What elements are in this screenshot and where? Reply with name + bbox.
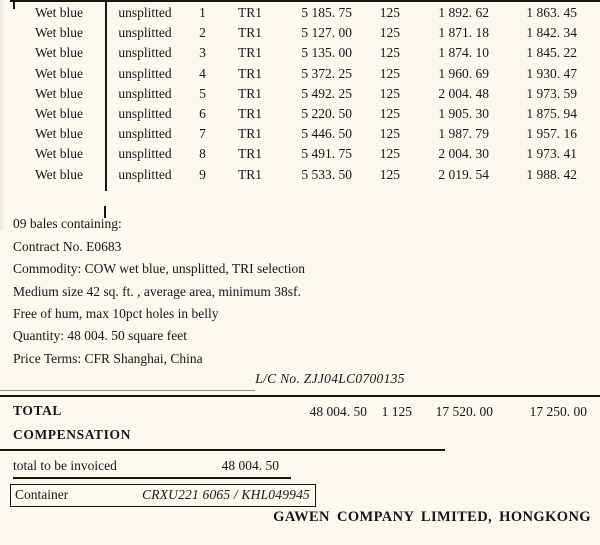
cell-product: Wet blue <box>34 126 84 142</box>
cell-product: Wet blue <box>34 5 84 20</box>
items-table <box>13 3 577 185</box>
compensation-label: COMPENSATION <box>13 427 131 442</box>
cell-selection: TR1 <box>237 146 262 162</box>
cell-bale-number: 9 <box>199 166 206 182</box>
cell-selection: TR1 <box>237 166 262 182</box>
cell-amount-net: 1 957. 16 <box>526 126 577 142</box>
table-top-border <box>10 0 600 2</box>
cell-amount-net: 1 973. 41 <box>526 146 577 162</box>
cell-amount-gross: 1 892. 62 <box>438 5 489 20</box>
invoiced-underline <box>13 477 291 479</box>
cell-area-sqft: 5 491. 75 <box>301 146 352 162</box>
container-number: CRXU221 6065 / KHL049945 <box>142 487 310 502</box>
cell-amount-gross: 2 004. 48 <box>438 85 489 101</box>
cell-condition: unsplitted <box>118 25 172 41</box>
cell-area-sqft: 5 220. 50 <box>301 105 352 121</box>
cell-unit-price: 125 <box>379 85 400 101</box>
cell-unit-price: 125 <box>379 166 400 182</box>
cell-area-sqft: 5 372. 25 <box>301 65 352 81</box>
quality-line: Free of hum, max 10pct holes in belly <box>13 306 219 321</box>
invoiced-label: total to be invoiced <box>13 458 117 473</box>
cell-product: Wet blue <box>34 85 84 101</box>
lc-number: L/C No. ZJJ04LC0700135 <box>255 371 405 386</box>
cell-selection: TR1 <box>237 45 262 61</box>
cell-product: Wet blue <box>34 105 84 121</box>
cell-area-sqft: 5 533. 50 <box>301 166 352 182</box>
cell-amount-net: 1 973. 59 <box>526 85 577 101</box>
cell-bale-number: 2 <box>199 25 206 41</box>
cell-amount-gross: 1 960. 69 <box>438 65 489 81</box>
cell-product: Wet blue <box>34 25 84 41</box>
cell-selection: TR1 <box>237 126 262 142</box>
cell-amount-gross: 1 874. 10 <box>438 45 489 61</box>
table-row <box>13 144 577 164</box>
cell-condition: unsplitted <box>118 85 172 101</box>
table-row <box>13 43 577 63</box>
cell-amount-net: 1 875. 94 <box>526 105 577 121</box>
cell-unit-price: 125 <box>379 45 400 61</box>
cell-amount-net: 1 845. 22 <box>526 45 577 61</box>
commodity-line: Commodity: COW wet blue, unsplitted, TRI selection <box>13 261 305 276</box>
quantity-line: Quantity: 48 004. 50 square feet <box>13 328 187 343</box>
table-row <box>13 64 577 84</box>
cell-amount-net: 1 988. 42 <box>526 166 577 182</box>
cell-bale-number: 5 <box>199 85 206 101</box>
cell-product: Wet blue <box>34 166 84 182</box>
cell-selection: TR1 <box>237 65 262 81</box>
cell-condition: unsplitted <box>118 5 172 20</box>
cell-selection: TR1 <box>237 5 262 20</box>
total-quantity: 48 004. 50 <box>309 404 367 419</box>
table-row <box>13 84 577 104</box>
total-amount-gross: 17 520. 00 <box>435 404 493 419</box>
cell-condition: unsplitted <box>118 45 172 61</box>
cell-unit-price: 125 <box>379 146 400 162</box>
table-row <box>13 23 577 43</box>
total-unit-price: 1 125 <box>381 404 412 419</box>
cell-product: Wet blue <box>34 65 84 81</box>
cell-amount-gross: 1 905. 30 <box>438 105 489 121</box>
cell-area-sqft: 5 492. 25 <box>301 85 352 101</box>
company-name: GAWEN COMPANY LIMITED, HONGKONG <box>273 509 591 525</box>
cell-amount-gross: 1 987. 79 <box>438 126 489 142</box>
cell-bale-number: 3 <box>199 45 206 61</box>
cell-bale-number: 4 <box>199 65 206 81</box>
cell-area-sqft: 5 135. 00 <box>301 45 352 61</box>
cell-unit-price: 125 <box>379 105 400 121</box>
table-row <box>13 104 577 124</box>
cell-selection: TR1 <box>237 105 262 121</box>
cell-amount-gross: 2 019. 54 <box>438 166 489 182</box>
scan-edge-artifact <box>0 0 5 230</box>
bales-containing-line: 09 bales containing: <box>13 216 122 231</box>
size-line: Medium size 42 sq. ft. , average area, minimum 38sf. <box>13 284 301 299</box>
cell-amount-net: 1 842. 34 <box>526 25 577 41</box>
table-row <box>13 124 577 144</box>
cell-condition: unsplitted <box>118 65 172 81</box>
table-row <box>13 3 577 23</box>
cell-selection: TR1 <box>237 85 262 101</box>
cell-area-sqft: 5 127. 00 <box>301 25 352 41</box>
cell-bale-number: 8 <box>199 146 206 162</box>
cell-area-sqft: 5 446. 50 <box>301 126 352 142</box>
price-terms-line: Price Terms: CFR Shanghai, China <box>13 351 203 366</box>
cell-bale-number: 7 <box>199 126 206 142</box>
container-box <box>10 484 316 507</box>
cell-unit-price: 125 <box>379 25 400 41</box>
cell-amount-gross: 2 004. 30 <box>438 146 489 162</box>
total-label: TOTAL <box>13 403 63 418</box>
totals-rule-top <box>0 395 600 397</box>
cell-condition: unsplitted <box>118 166 172 182</box>
cell-unit-price: 125 <box>379 5 400 20</box>
totals-rule-bottom <box>0 449 445 451</box>
table-row <box>13 165 577 185</box>
cell-area-sqft: 5 185. 75 <box>301 5 352 20</box>
container-label: Container <box>15 487 69 502</box>
cell-bale-number: 1 <box>199 5 206 20</box>
invoiced-value: 48 004. 50 <box>221 458 279 473</box>
cell-product: Wet blue <box>34 146 84 162</box>
cell-amount-gross: 1 871. 18 <box>438 25 489 41</box>
cell-unit-price: 125 <box>379 126 400 142</box>
cell-condition: unsplitted <box>118 146 172 162</box>
cell-condition: unsplitted <box>118 126 172 142</box>
totals-rule-faint <box>0 390 255 391</box>
contract-number-line: Contract No. E0683 <box>13 239 122 254</box>
cell-selection: TR1 <box>237 25 262 41</box>
cell-bale-number: 6 <box>199 105 206 121</box>
cell-condition: unsplitted <box>118 105 172 121</box>
total-amount-net: 17 250. 00 <box>529 404 587 419</box>
cell-unit-price: 125 <box>379 65 400 81</box>
cell-product: Wet blue <box>34 45 84 61</box>
cell-amount-net: 1 863. 45 <box>526 5 577 20</box>
cell-amount-net: 1 930. 47 <box>526 65 577 81</box>
